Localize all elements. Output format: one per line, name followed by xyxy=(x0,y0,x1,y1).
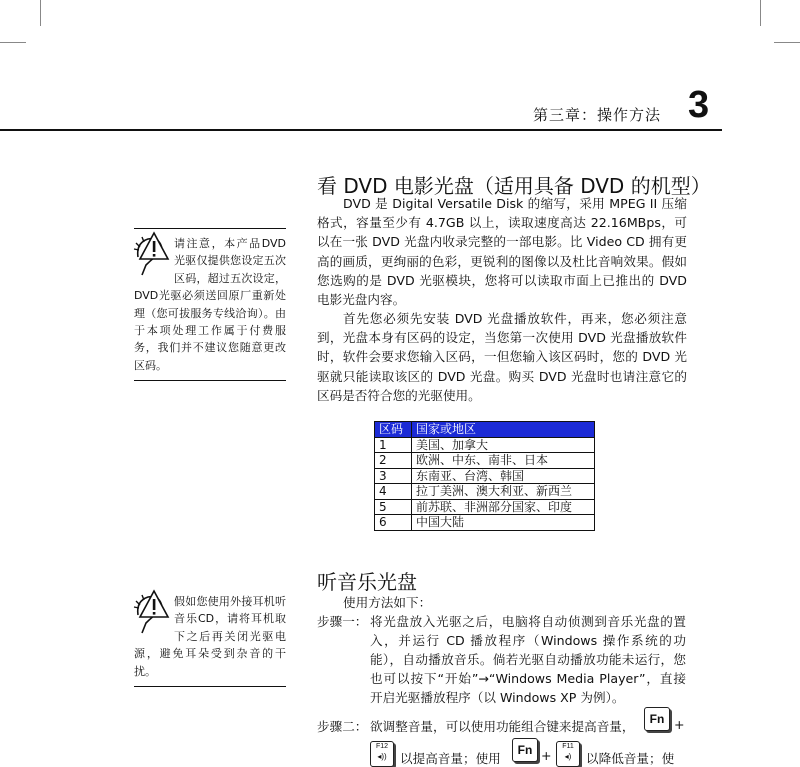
table-cell: 东南亚、台湾、韩国 xyxy=(412,468,595,484)
step-2-text-a: 欲调整音量，可以使用功能组合键来提高音量， xyxy=(370,719,635,734)
f12-volume-up-key-icon xyxy=(370,741,394,767)
table-header-cell: 区码 xyxy=(375,422,412,438)
music-intro: 使用方法如下： xyxy=(343,595,432,610)
chapter-title: 第三章：操作方法 xyxy=(533,106,662,124)
step-1-label: 步骤一： xyxy=(317,614,368,629)
crop-mark xyxy=(774,42,800,43)
key-label: F11 xyxy=(562,743,574,750)
table-row xyxy=(375,437,595,453)
table-row xyxy=(375,515,595,531)
fn-key-icon: Fn xyxy=(644,707,670,731)
crop-mark xyxy=(760,0,761,26)
crop-mark xyxy=(40,0,41,26)
dvd-paragraph-1: DVD 是 Digital Versatile Disk 的缩写，采用 MPEG II 压缩格式，容量至少有 4.7GB 以上，读取速度高达 22.16MBps，可以在一张 DVD 光盘内收录完整的一部电影。比 Video CD 拥有更高的画质，更绚丽的色彩，更锐利的图像以及杜比音响效果。假如您选购的是 DVD 光驱模块，您将可以读取市面上已推出的 DVD 电影光盘内容。 xyxy=(317,196,687,308)
table-cell: 3 xyxy=(375,468,412,484)
step-2-text-b: 以提高音量；使用 xyxy=(400,751,501,766)
note-text: 请注意，本产品DVD光驱仅提供您设定五次区码，超过五次设定，DVD光驱必须送回原厂重新处理（您可拔服务专线洽询）。由于本项处理工作属于付费服务，我们并不建议您随意更改区码。 xyxy=(134,237,286,372)
note-box-headphones xyxy=(134,587,286,687)
table-cell: 前苏联、非洲部分国家、印度 xyxy=(412,499,595,515)
step-2-label: 步骤二： xyxy=(317,719,368,734)
table-header-cell: 国家或地区 xyxy=(412,422,595,438)
step-2-text-c: 以降低音量；使 xyxy=(586,751,675,766)
table-cell: 2 xyxy=(375,453,412,469)
key-label: F12 xyxy=(375,743,389,750)
table-row xyxy=(375,468,595,484)
dvd-paragraph-2: 首先您必须先安装 DVD 光盘播放软件，再来，您必须注意到，光盘本身有区码的设定，当您第一次使用 DVD 光盘播放软件时，软件会要求您输入区码，一但您输入该区码时，您的 DVD 光驱就只能读取该区的 DVD 光盘。购买 DVD 光盘时也请注意它的区码是否符合您的光驱使用。 xyxy=(317,311,687,403)
table-row xyxy=(375,499,595,515)
region-code-table xyxy=(374,421,595,531)
table-cell: 美国、加拿大 xyxy=(412,437,595,453)
section-title-music: 听音乐光盘 xyxy=(317,570,417,594)
table-row xyxy=(375,453,595,469)
chapter-number: 3 xyxy=(688,84,710,126)
table-cell: 中国大陆 xyxy=(412,515,595,531)
speaker-icon: ◂) xyxy=(564,752,572,761)
table-cell: 1 xyxy=(375,437,412,453)
f11-volume-down-key-icon xyxy=(556,741,580,767)
table-header-row xyxy=(375,422,595,438)
table-cell: 欧洲、中东、南非、日本 xyxy=(412,453,595,469)
table-cell: 4 xyxy=(375,484,412,500)
table-cell: 拉丁美洲、澳大利亚、新西兰 xyxy=(412,484,595,500)
table-cell: 6 xyxy=(375,515,412,531)
table-row xyxy=(375,484,595,500)
crop-mark xyxy=(0,42,26,43)
fn-key-icon: Fn xyxy=(512,738,538,762)
speaker-icon: ◂)) xyxy=(377,752,387,761)
table-cell: 5 xyxy=(375,499,412,515)
warning-person-icon xyxy=(132,229,170,279)
header-rule xyxy=(0,129,722,131)
section-title-dvd: 看 DVD 电影光盘（适用具备 DVD 的机型） xyxy=(317,174,711,198)
note-text: 假如您使用外接耳机听音乐CD，请将耳机取下之后再关闭光驱电源，避免耳朵受到杂音的干扰。 xyxy=(134,595,286,678)
step-1-text: 将光盘放入光驱之后，电脑将自动侦测到音乐光盘的置入，并运行 CD 播放程序（Windows 操作系统的功能），自动播放音乐。倘若光驱自动播放功能未运行，您也可以按下“开始”→“Windows Media Player”，直接开启光驱播放程序（以 Windows XP 为例）。 xyxy=(370,614,686,705)
plus-sign: + xyxy=(541,748,552,763)
warning-person-icon xyxy=(132,587,170,637)
note-box-region-code xyxy=(134,228,286,381)
plus-sign: + xyxy=(674,717,685,732)
